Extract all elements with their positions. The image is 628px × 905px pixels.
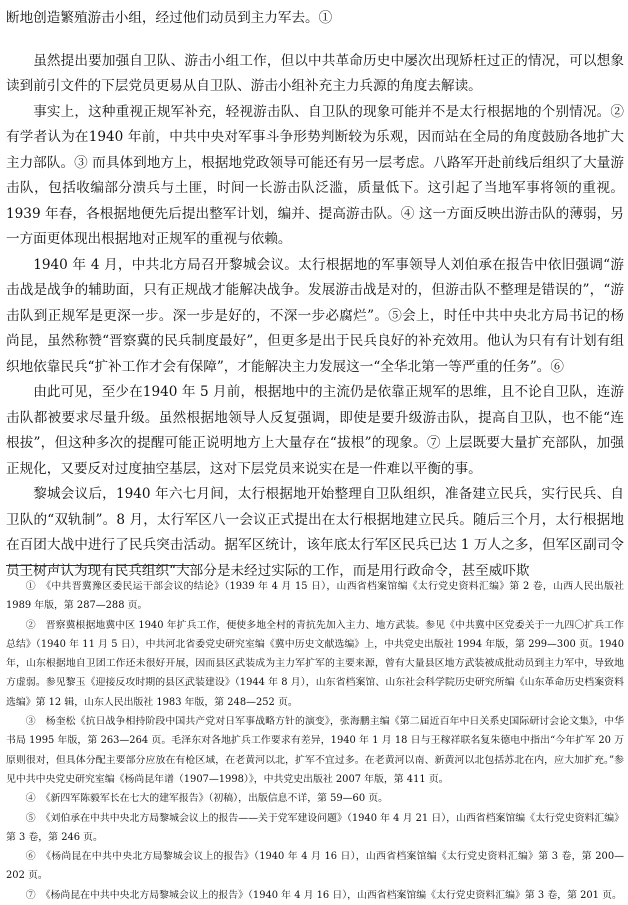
footnote-1: ① 《中共晋冀豫区委民运干部会议的结论》（1939 年 4 月 15 日），山西省档案馆编《太行党史资料汇编》第 2 卷，山西人民出版社 1989 年版，第 287—288 页。 [6, 581, 624, 612]
footnotes [6, 577, 624, 905]
body-text [6, 6, 624, 584]
footnote-6: ⑥ 《杨尚昆在中共中央北方局黎城会议上的报告》（1940 年 4 月 16 日），山西省档案馆编《太行党史资料汇编》第 3 卷，第 200—202 页。 [6, 851, 624, 882]
footnote-3: ③ 杨奎松《抗日战争相持阶段中国共产党对日军事战略方针的演变》，张海鹏主编《第二届近百年中日关系史国际研讨会论文集》，中华书局 1995 年版，第 263—264 页。毛泽东对各地扩兵工作要求有差异，1940 年 1 月 18 日与王稼祥联名复朱德电中指出“今年扩军 20 万原则很对，但具体分配主要部分应放在有枪区域，在老黄河以北，扩军不宜过多。在老黄河以南、新黄河以北包括苏北在内，应大加扩充。”参见中共中央党史研究室编《杨尚昆年谱（1907—1998）》，中共党史出版社 2007 年版，第 411 页。 [6, 716, 624, 785]
paragraph-5: 黎城会议后，1940 年六七月间，太行根据地开始整理自卫队组织，准备建立民兵，实行民兵、自卫队的“双轨制”。8 月，太行军区八一会议正式提出在太行根据地建立民兵。随后三个月，太行根据地在百团大战中进行了民兵突击活动。据军区统计，该年底太行军区民兵已达 1 万人之多，但军区副司令员王树声认为现有民兵组织“大部分是未经过实际的工作，而是用行政命令，甚至威吓欺 [6, 486, 624, 579]
footnote-7: ⑦ 《杨尚昆在中共中央北方局黎城会议上的报告》（1940 年 4 月 16 日），山西省档案馆编《太行党史资料汇编》第 3 卷，第 201 页。 [25, 889, 622, 901]
footnote-4: ④ 《新四军陈毅军长在七大的建军报告》（初稿），出版信息不详，第 59—60 页。 [25, 793, 388, 805]
paragraph-3: 1940 年 4 月，中共北方局召开黎城会议。太行根据地的军事领导人刘伯承在报告中依旧强调“游击战是战争的辅助面，只有正规战才能解决战争。发展游击战是对的，但游击队不整理是错误的”，“游击队到正规军是更深一步。深一步是好的，不深一步必腐烂”。⑤会上，时任中共中央北方局书记的杨尚昆，虽然称赞“晋察冀的民兵制度最好”，但更多是出于民兵良好的补充效用。他认为只有有计划有组织地依靠民兵“扩补工作才会有保障”，才能解决主力发展这一“全华北第一等严重的任务”。⑥ [6, 256, 624, 375]
paragraph-2: 事实上，这种重视正规军补充，轻视游击队、自卫队的现象可能并不是太行根据地的个别情况。② 有学者认为在1940 年前，中共中央对军事斗争形势判断较为乐观，因而站在全局的角度鼓励各地扩大主力部队。③ 而具体到地方上，根据地党政领导可能还有另一层考虑。八路军开赴前线后组织了大量游击队，包括收编部分溃兵与土匪，时间一长游击队泛滥，质量低下。这引起了当地军事将领的重视。1939 年春，各根据地便先后提出整军计划，编并、提高游击队。④ 这一方面反映出游击队的薄弱，另一方面更体现出根据地对正规军的重视与依赖。 [6, 103, 624, 247]
footnote-2: ② 晋察冀根据地冀中区 1940 年扩兵工作，便使多地全村的青抗先加入主力、地方武装。参见《中共冀中区党委关于一九四〇扩兵工作总结》（1940 年 11 月 5 日），中共河北省委党史研究室编《冀中历史文献选编》上，中共党史出版社 1994 年版，第 299—300 页。1940 年，山东根据地自卫团工作还未很好开展，因而县区武装成为主力军扩军的主要来源，曾有大量县区地方武装被成批动员到主力军中，导致地方虚弱。参见黎玉《迎接反攻时期的县区武装建设》（1944 年 8 月），山东省档案馆、山东社会科学院历史研究所编《山东革命历史档案资料选编》第 12 辑，山东人民出版社 1983 年版，第 248—252 页。 [6, 619, 624, 708]
footnote-divider [6, 565, 196, 566]
paragraph-continuation: 断地创造繁殖游击小组，经过他们动员到主力军去。① [6, 10, 333, 26]
paragraph-gap [6, 32, 624, 49]
paragraph-4: 由此可见，至少在1940 年 5 月前，根据地中的主流仍是依靠正规军的思维，且不论自卫队，连游击队都被要求尽量升级。虽然根据地领导人反复强调，即使是要升级游击队，提高自卫队，也不能“连根拔”，但这种多次的提醒可能正说明地方上大量存在“拔根”的现象。⑦ 上层既要大量扩充部队，加强正规化，又要反对过度抽空基层，这对下层党员来说实在是一件难以平衡的事。 [6, 384, 624, 477]
paragraph-1: 虽然提出要加强自卫队、游击小组工作，但以中共革命历史中屡次出现矫枉过正的情况，可以想象读到前引文件的下层党员更易从自卫队、游击小组补充主力兵源的角度去解读。 [6, 52, 624, 94]
footnote-5: ⑤ 《刘伯承在中共中央北方局黎城会议上的报告——关于党军建设问题》（1940 年 4 月 21 日），山西省档案馆编《太行党史资料汇编》第 3 卷，第 246 页。 [6, 812, 624, 843]
